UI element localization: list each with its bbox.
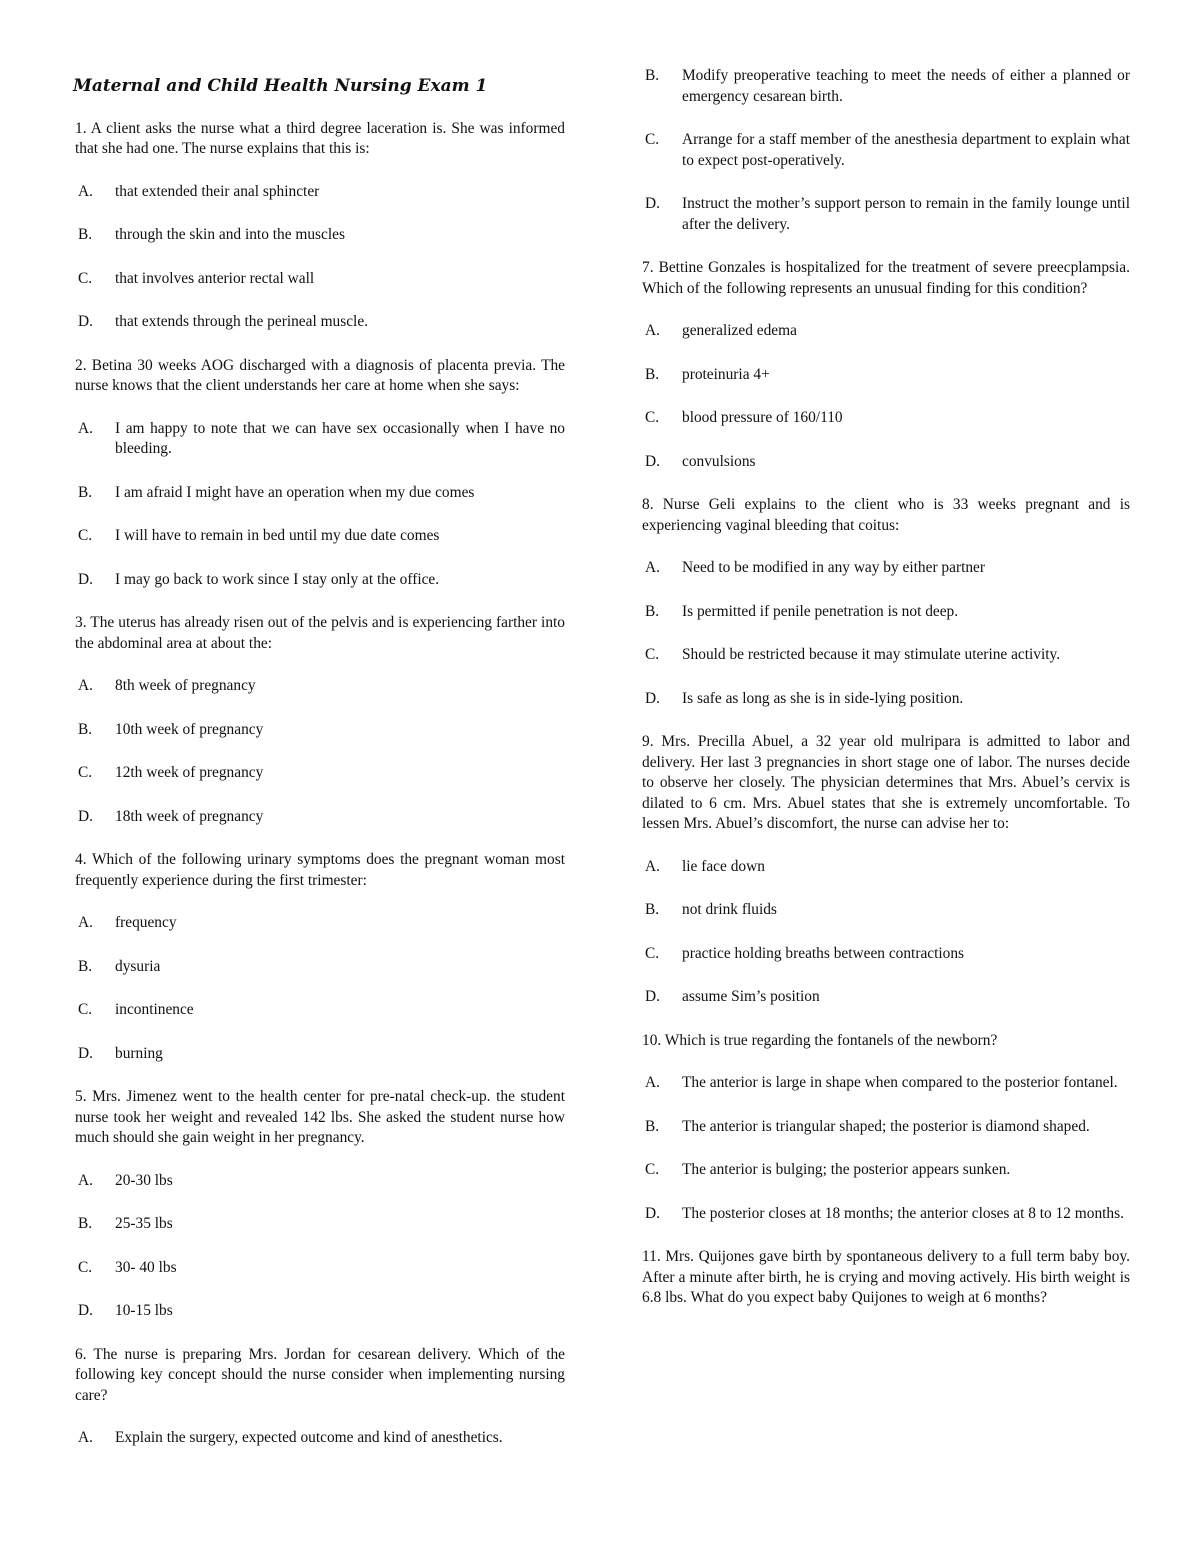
answer-option — [645, 452, 1130, 473]
option-text: practice holding breaths between contractions — [682, 944, 965, 962]
option-text: The anterior is large in shape when compared to the posterior fontanel. — [682, 1074, 1118, 1091]
option-letter: C. — [645, 409, 660, 426]
option-text: 10th week of pregnancy — [115, 720, 264, 738]
option-text: assume Sim’s position — [682, 988, 820, 1005]
option-text: The anterior is triangular shaped; the posterior is diamond shaped. — [682, 1117, 1090, 1135]
option-text: convulsions — [682, 452, 756, 470]
question-text: 8. Nurse Geli explains to the client who is 33 weeks pregnant and is experiencing vaginal bleeding that coitus: — [642, 496, 1130, 534]
question-text: 4. Which of the following urinary symptoms does the pregnant woman most frequently experience during the first trimester: — [75, 851, 565, 889]
option-letter: A. — [78, 1429, 93, 1446]
option-text: proteinuria 4+ — [682, 365, 770, 383]
option-text: that extended their anal sphincter — [115, 182, 320, 200]
option-letter: A. — [78, 677, 93, 694]
option-text: 25-35 lbs — [115, 1215, 173, 1232]
option-letter: C. — [78, 269, 93, 287]
option-text: incontinence — [115, 1001, 194, 1018]
answer-option — [78, 182, 565, 203]
option-letter: B. — [78, 483, 93, 501]
answer-option — [78, 1044, 565, 1065]
option-letter: B. — [78, 1215, 93, 1232]
option-letter: A. — [645, 322, 660, 339]
option-text: I will have to remain in bed until my due date comes — [115, 527, 440, 544]
answer-option — [645, 408, 1130, 429]
option-text: I may go back to work since I stay only at the office. — [115, 570, 440, 588]
option-letter: C. — [645, 944, 660, 962]
option-text: 8th week of pregnancy — [115, 677, 256, 694]
option-text: lie face down — [682, 857, 765, 875]
option-letter: D. — [645, 195, 660, 212]
option-text: Instruct the mother’s support person to remain in the family lounge until after the delivery. — [682, 195, 1130, 233]
option-letter: B. — [78, 226, 93, 243]
option-text: 10-15 lbs — [115, 1302, 173, 1319]
answer-option — [78, 225, 565, 246]
answer-option — [78, 1258, 565, 1279]
option-letter: A. — [78, 914, 93, 931]
question-text: 5. Mrs. Jimenez went to the health center for pre-natal check-up. the student nurse took her weight and revealed 142 lbs. She asked the student nurse how much should she gain weight in her pregnancy. — [75, 1088, 565, 1146]
option-letter: D. — [78, 313, 93, 330]
option-letter: B. — [645, 1117, 660, 1135]
option-letter: A. — [645, 1074, 660, 1091]
option-text: The posterior closes at 18 months; the anterior closes at 8 to 12 months. — [682, 1204, 1124, 1222]
option-letter: D. — [78, 1044, 93, 1062]
option-letter: B. — [645, 365, 660, 383]
answer-option — [78, 1171, 565, 1192]
option-text: 18th week of pregnancy — [115, 807, 264, 825]
question-text: 10. Which is true regarding the fontanels of the newborn? — [642, 1031, 998, 1049]
option-letter: D. — [78, 1302, 93, 1319]
option-text: I am happy to note that we can have sex occasionally when I have no bleeding. — [115, 419, 565, 457]
answer-option — [78, 570, 565, 591]
option-text: The anterior is bulging; the posterior appears sunken. — [682, 1161, 1011, 1178]
question-text: 1. A client asks the nurse what a third degree laceration is. She was informed that she had one. The nurse explains that this is: — [75, 119, 565, 157]
answer-option — [78, 957, 565, 978]
option-text: Modify preoperative teaching to meet the needs of either a planned or emergency cesarean birth. — [682, 67, 1130, 105]
question-text: 3. The uterus has already risen out of the pelvis and is experiencing farther into the abdominal area at about the: — [75, 614, 565, 652]
option-text: Explain the surgery, expected outcome and kind of anesthetics. — [115, 1429, 503, 1446]
answer-option — [645, 1117, 1130, 1138]
option-text: I am afraid I might have an operation when my due comes — [115, 483, 475, 501]
answer-option — [78, 676, 565, 697]
option-text: Is permitted if penile penetration is not deep. — [682, 602, 959, 620]
question-text: 7. Bettine Gonzales is hospitalized for the treatment of severe preecplampsia. Which of the following represents an unusual finding for this condition? — [642, 259, 1130, 297]
answer-option — [78, 1428, 565, 1449]
option-text: through the skin and into the muscles — [115, 226, 345, 243]
option-text: Need to be modified in any way by either partner — [682, 559, 986, 576]
option-letter: A. — [645, 857, 660, 875]
option-letter: D. — [78, 570, 93, 588]
answer-option — [78, 720, 565, 741]
option-text: burning — [115, 1044, 163, 1062]
option-letter: C. — [645, 1161, 660, 1178]
option-letter: C. — [78, 1001, 93, 1018]
answer-option — [645, 689, 1130, 710]
option-text: Is safe as long as she is in side-lying position. — [682, 689, 964, 707]
answer-option — [78, 807, 565, 828]
answer-option — [645, 900, 1130, 921]
option-letter: D. — [645, 988, 660, 1005]
answer-option — [645, 987, 1130, 1008]
answer-option — [78, 312, 565, 333]
answer-option — [645, 66, 1130, 107]
answer-option — [645, 1204, 1130, 1225]
option-letter: B. — [78, 957, 93, 975]
option-text: Arrange for a staff member of the anesthesia department to explain what to expect post-operatively. — [682, 131, 1130, 169]
option-letter: C. — [78, 527, 93, 544]
answer-option — [78, 763, 565, 784]
option-letter: C. — [645, 131, 660, 148]
answer-option — [78, 483, 565, 504]
option-text: that involves anterior rectal wall — [115, 269, 315, 287]
answer-option — [645, 365, 1130, 386]
option-letter: C. — [78, 1258, 93, 1276]
option-letter: B. — [645, 901, 660, 918]
answer-option — [78, 526, 565, 547]
page-title: Maternal and Child Health Nursing Exam 1 — [73, 76, 488, 96]
answer-option — [645, 645, 1130, 666]
option-text: that extends through the perineal muscle. — [115, 313, 369, 330]
answer-option — [645, 602, 1130, 623]
option-letter: B. — [645, 67, 660, 84]
answer-option — [645, 130, 1130, 171]
option-letter: B. — [78, 720, 93, 738]
option-text: 12th week of pregnancy — [115, 764, 264, 781]
right-column — [642, 66, 1130, 1331]
answer-option — [645, 558, 1130, 579]
answer-option — [645, 194, 1130, 235]
answer-option — [645, 321, 1130, 342]
option-letter: D. — [78, 807, 93, 825]
option-letter: D. — [645, 452, 660, 470]
option-text: 20-30 lbs — [115, 1171, 173, 1189]
question-text: 6. The nurse is preparing Mrs. Jordan for cesarean delivery. Which of the following key concept should the nurse consider when implementing nursing care? — [75, 1345, 565, 1404]
option-letter: B. — [645, 602, 660, 620]
option-letter: A. — [645, 559, 660, 576]
right-question-list — [642, 66, 1130, 1309]
answer-option — [78, 1301, 565, 1322]
left-column — [75, 66, 565, 1472]
answer-option — [78, 269, 565, 290]
option-text: 30- 40 lbs — [115, 1258, 177, 1276]
answer-option — [645, 857, 1130, 878]
question-text: 2. Betina 30 weeks AOG discharged with a diagnosis of placenta previa. The nurse knows that the client understands her care at home when she says: — [75, 356, 565, 394]
option-text: generalized edema — [682, 322, 797, 339]
option-text: frequency — [115, 914, 177, 931]
option-letter: A. — [78, 182, 93, 200]
answer-option — [78, 1000, 565, 1021]
option-letter: A. — [78, 419, 93, 437]
option-text: blood pressure of 160/110 — [682, 409, 843, 426]
option-text: Should be restricted because it may stimulate uterine activity. — [682, 646, 1061, 663]
option-text: dysuria — [115, 957, 161, 975]
answer-option — [645, 1160, 1130, 1181]
question-text: 9. Mrs. Precilla Abuel, a 32 year old mulripara is admitted to labor and delivery. Her last 3 pregnancies in short stage one of labor. The nurses decide to observe her closely. The physician determines that Mrs. Abuel’s cervix is dilated to 6 cm. Mrs. Abuel states that she is extremely uncomfortable. To lessen Mrs. Abuel’s discomfort, the nurse can advise her to: — [642, 733, 1130, 832]
option-letter: A. — [78, 1171, 93, 1189]
left-question-list — [75, 119, 565, 1449]
option-letter: D. — [645, 1204, 660, 1222]
answer-option — [645, 944, 1130, 965]
answer-option — [78, 419, 565, 460]
answer-option — [645, 1073, 1130, 1094]
option-text: not drink fluids — [682, 901, 777, 918]
answer-option — [78, 1214, 565, 1235]
answer-option — [78, 913, 565, 934]
option-letter: D. — [645, 689, 660, 707]
question-text: 11. Mrs. Quijones gave birth by spontaneous delivery to a full term baby boy. After a minute after birth, he is crying and moving actively. His birth weight is 6.8 lbs. What do you expect baby Quijones to weigh at 6 months? — [642, 1248, 1130, 1306]
option-letter: C. — [78, 764, 93, 781]
option-letter: C. — [645, 646, 660, 663]
